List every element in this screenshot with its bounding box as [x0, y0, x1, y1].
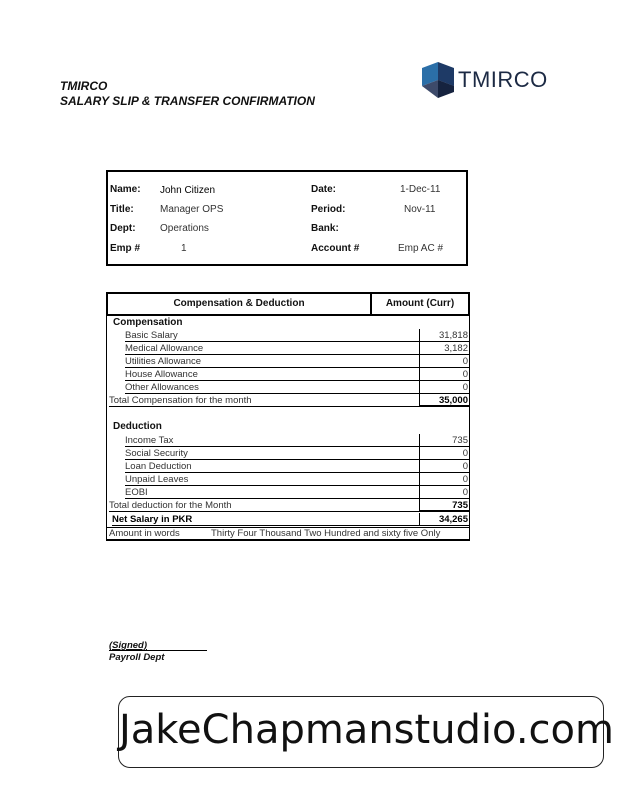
dept-value: Operations: [160, 223, 209, 234]
row-amount: 0: [419, 368, 469, 381]
total-deduction-label: Total deduction for the Month: [109, 499, 421, 512]
total-deduction-row: [107, 499, 469, 512]
cube-logo-icon: [420, 60, 456, 100]
column-header-item: Compensation & Deduction: [108, 294, 372, 314]
watermark-banner: [118, 696, 614, 768]
table-row: [107, 329, 469, 342]
row-label: Loan Deduction: [125, 460, 421, 473]
name-label: Name:: [110, 184, 141, 195]
total-deduction-amount: 735: [419, 499, 469, 512]
table-row: [107, 434, 469, 447]
table-row: [107, 460, 469, 473]
account-label: Account #: [311, 243, 360, 254]
amount-in-words-row: [106, 527, 470, 541]
row-amount: 735: [419, 434, 469, 447]
row-label: Medical Allowance: [125, 342, 421, 355]
employee-info-box: [106, 170, 468, 266]
account-value: Emp AC #: [398, 243, 444, 254]
date-value: 1-Dec-11: [400, 184, 441, 195]
table-row: [107, 473, 469, 486]
row-amount: 3,182: [419, 342, 469, 355]
column-header-amount: Amount (Curr): [385, 298, 455, 309]
document-title: SALARY SLIP & TRANSFER CONFIRMATION: [60, 94, 315, 108]
period-label: Period:: [311, 204, 346, 215]
net-salary-row: [107, 513, 469, 526]
net-salary-label: Net Salary in PKR: [112, 513, 421, 526]
emp-label: Emp #: [110, 243, 141, 254]
watermark-text: JakeChapmanstudio.com: [119, 707, 614, 753]
table-header: [106, 292, 470, 316]
row-amount: 0: [419, 447, 469, 460]
row-label: Basic Salary: [125, 329, 421, 342]
row-label: Income Tax: [125, 434, 421, 447]
dept-label: Dept:: [110, 223, 136, 234]
deduction-section-title: Deduction: [113, 421, 162, 432]
date-label: Date:: [311, 184, 337, 195]
total-compensation-amount: 35,000: [419, 394, 469, 407]
row-amount: 0: [419, 460, 469, 473]
table-row: [107, 381, 469, 394]
row-amount: 0: [419, 473, 469, 486]
table-row: [107, 355, 469, 368]
emp-value: 1: [181, 243, 187, 254]
company-name: TMIRCO: [60, 79, 108, 93]
row-amount: 0: [419, 381, 469, 394]
total-compensation-label: Total Compensation for the month: [109, 394, 421, 407]
row-label: Utilities Allowance: [125, 355, 421, 368]
row-label: EOBI: [125, 486, 421, 499]
row-label: Unpaid Leaves: [125, 473, 421, 486]
title-label: Title:: [110, 204, 134, 215]
company-logo: [420, 60, 560, 100]
name-value: John Citizen: [160, 185, 216, 196]
logo-text: TMIRCO: [458, 67, 548, 92]
bank-label: Bank:: [311, 223, 339, 234]
row-amount: 0: [419, 486, 469, 499]
signature-text: (Signed): [109, 640, 147, 651]
table-row: [107, 342, 469, 355]
title-value: Manager OPS: [160, 204, 224, 215]
row-label: Social Security: [125, 447, 421, 460]
row-label: House Allowance: [125, 368, 421, 381]
signature-line: [109, 650, 207, 651]
row-amount: 0: [419, 355, 469, 368]
total-compensation-row: [107, 394, 469, 407]
compensation-section-title: Compensation: [113, 317, 183, 328]
net-salary-amount: 34,265: [419, 513, 469, 526]
amount-in-words-value: Thirty Four Thousand Two Hundred and sixty five Only: [211, 528, 441, 539]
table-row: [107, 486, 469, 499]
amount-in-words-label: Amount in words: [109, 528, 180, 539]
period-value: Nov-11: [404, 204, 436, 215]
row-label: Other Allowances: [125, 381, 421, 394]
table-row: [107, 447, 469, 460]
row-amount: 31,818: [419, 329, 469, 342]
signature-department: Payroll Dept: [109, 652, 165, 663]
table-row: [107, 368, 469, 381]
table-body: [106, 316, 470, 540]
